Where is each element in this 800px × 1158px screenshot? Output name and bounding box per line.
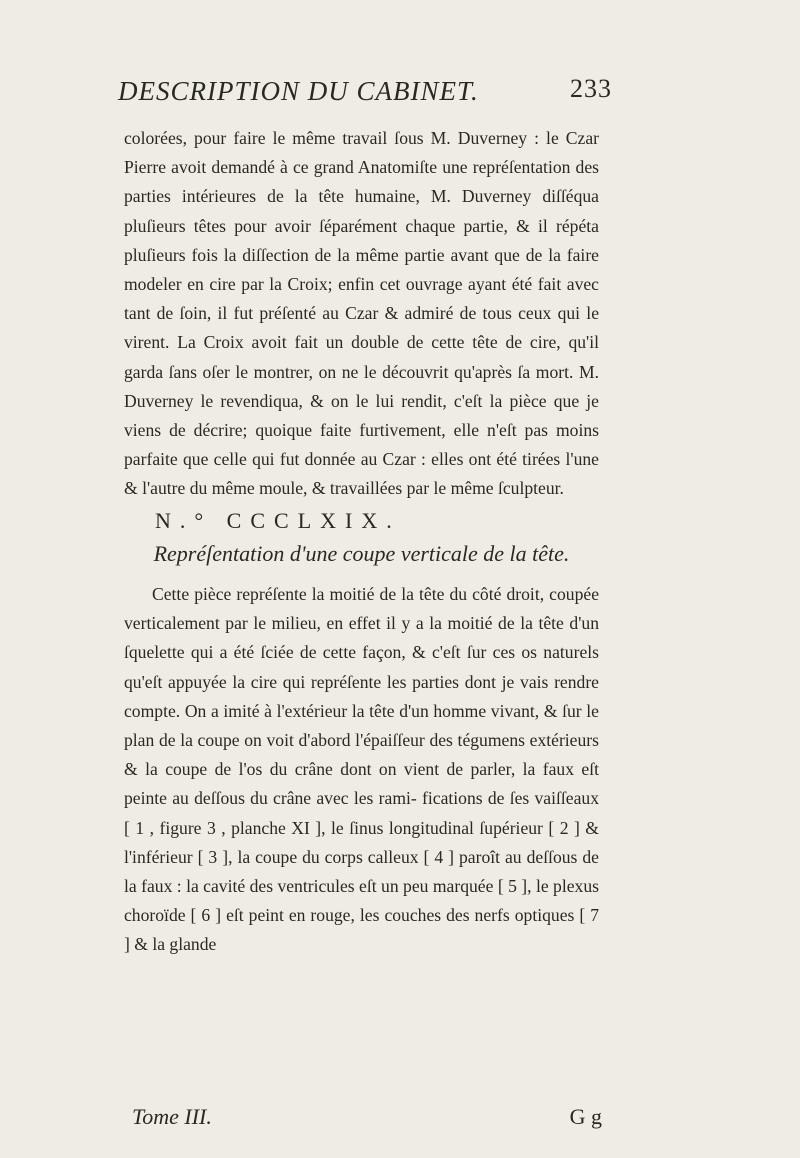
running-title: DESCRIPTION DU CABINET. — [118, 76, 479, 106]
entry-number: N.° CCCLXIX. — [155, 508, 401, 533]
entry-description: Cette pièce repréſente la moitié de la tête du côté droit, coupée verticalement par le milieu, en effet il y a la moitié de la tête d'un ſquelette qui a été ſciée de cette façon, & c'eſt ſur ces os naturels qu'eſt appuyée la cire qui repréſente les parties dont je vais rendre compte. On a imité à l'extérieur la tête d'un homme vivant, & ſur le plan de la coupe on voit d'abord l'épaiſſeur des tégumens extérieurs & la coupe de l'os du crâne dont on vient de parler, la faux eſt peinte au deſſous du crâne avec les rami- fications de ſes vaiſſeaux [ 1 , figure 3 , planche XI ], le ſinus longitudinal ſupérieur [ 2 ] & l'inférieur [ 3 ], la coupe du corps calleux [ 4 ] paroît au deſſous de la faux : la cavité des ventricules eſt un peu marquée [ 5 ], le plexus choroïde [ 6 ] eſt peint en rouge, les couches des nerfs optiques [ 7 ] & la glande — [124, 584, 599, 955]
page-number: 233 — [570, 74, 612, 103]
signature-mark: G g — [569, 1104, 602, 1129]
page-footer — [132, 1104, 602, 1144]
volume-label: Tome III. — [132, 1104, 212, 1129]
running-header — [118, 70, 612, 114]
entry-title: Repréſentation d'une coupe verticale de la tête. — [153, 541, 570, 566]
paragraph-continuation: colorées, pour faire le même travail ſous M. Duverney : le Czar Pierre avoit demandé à ce grand Anatomiſte une repréſentation des parties intérieures de la tête humaine, M. Duverney diſſéqua pluſieurs têtes pour avoir ſéparément chaque partie, & il répéta pluſieurs fois la diſſection de la même partie avant que de la faire modeler en cire par la Croix; enfin cet ouvrage ayant été fait avec tant de ſoin, il fut préſenté au Czar & admiré de tous ceux qui le virent. La Croix avoit fait un double de cette tête de cire, qu'il garda ſans oſer le montrer, on ne le découvrit qu'après ſa mort. M. Duverney le revendiqua, & on le lui rendit, c'eſt la pièce que je viens de décrire; quoique faite furtivement, elle n'eſt pas moins parfaite que celle qui fut donnée au Czar : elles ont été tirées l'une & l'autre du même moule, & travaillées par le même ſculpteur. — [124, 128, 599, 499]
